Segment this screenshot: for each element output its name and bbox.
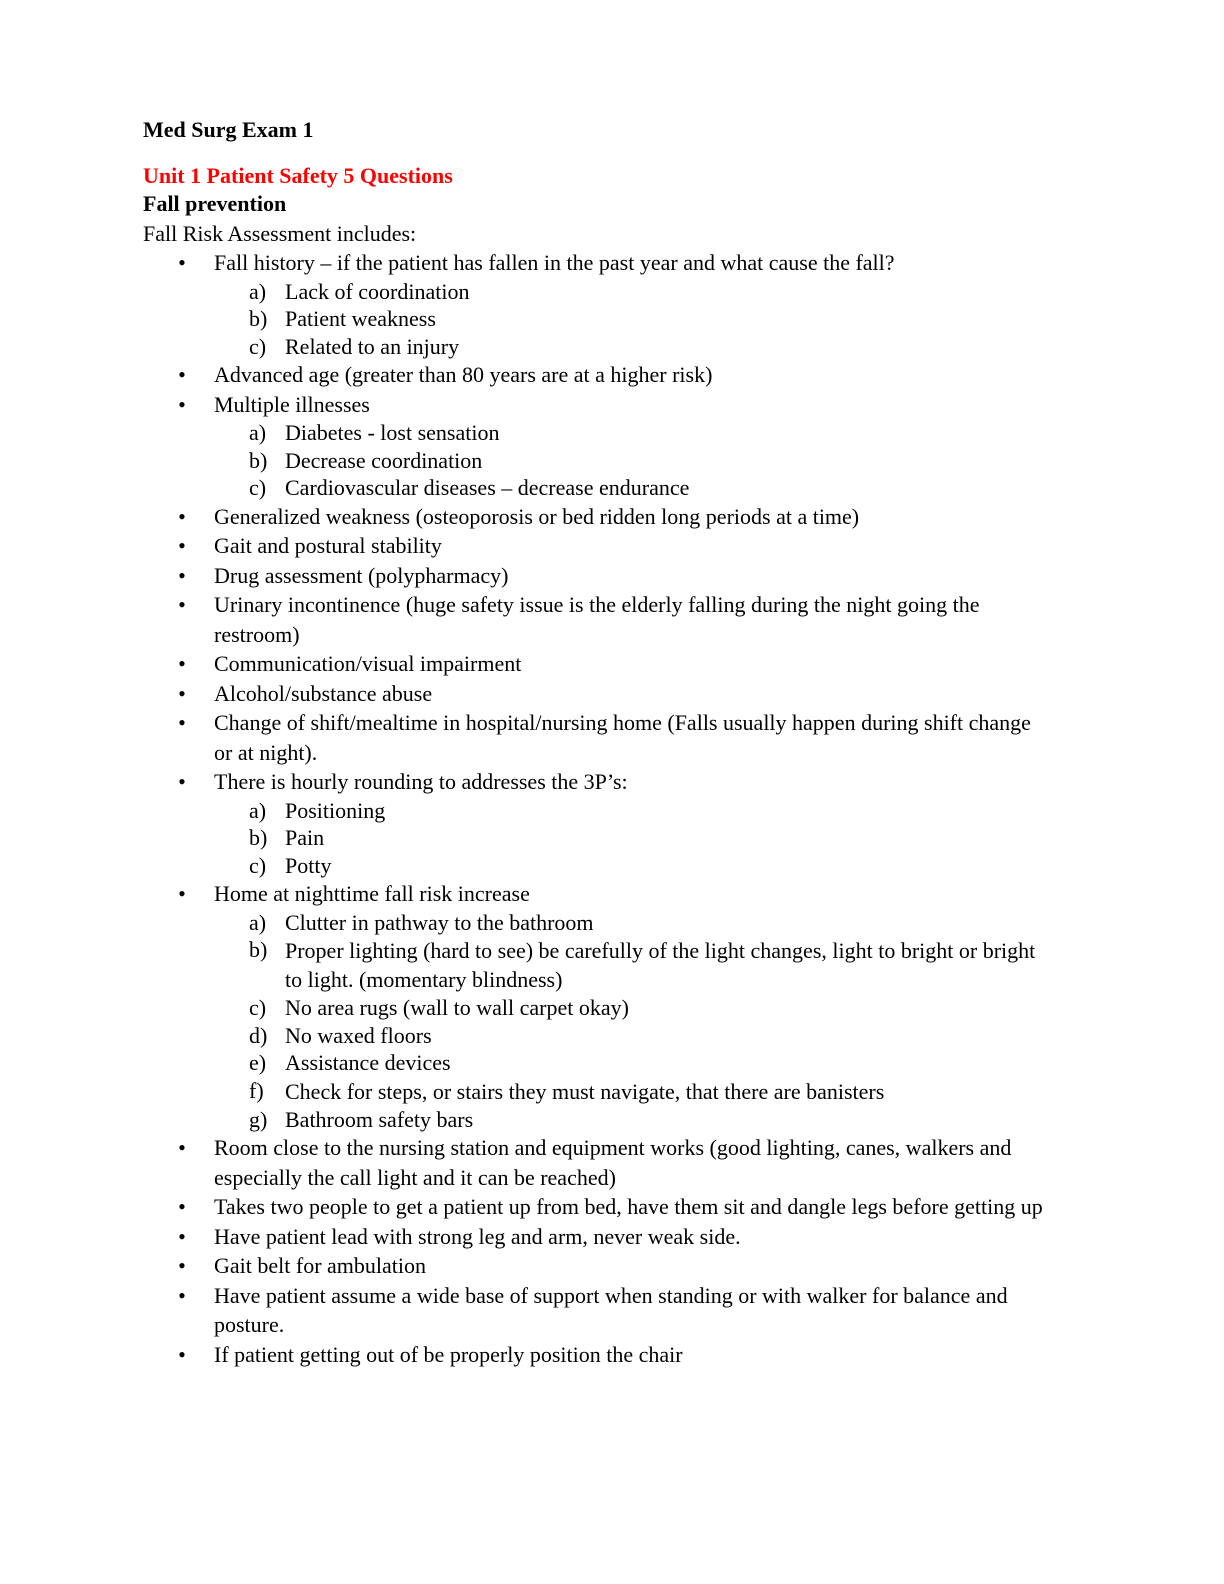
- sub-list-item: [0, 1049, 1224, 1077]
- sub-list-item-text: Clutter in pathway to the bathroom: [285, 909, 594, 935]
- list-item-text: Have patient assume a wide base of support when standing or with walker for balance and posture.: [214, 1282, 1008, 1337]
- bullet-icon: •: [178, 1341, 186, 1367]
- sub-list-item-text: Positioning: [285, 797, 386, 823]
- sub-list-item: [0, 797, 1224, 825]
- sub-list-item-text: No waxed floors: [285, 1022, 432, 1048]
- bullet-icon: •: [178, 769, 186, 794]
- list-item: [0, 590, 1224, 649]
- list-item: [0, 1222, 1224, 1252]
- bullet-icon: •: [178, 680, 186, 706]
- sub-list-item-text: Diabetes - lost sensation: [285, 420, 500, 445]
- bullet-icon: •: [178, 1253, 186, 1278]
- sub-list-marker: f): [249, 1077, 264, 1103]
- list-item-text: Room close to the nursing station and equipment works (good lighting, canes, walkers and especially the call light and it can be reached): [214, 1135, 1012, 1190]
- sub-list-marker: b): [249, 825, 268, 850]
- sub-list-item: [0, 333, 1224, 361]
- unit-heading: Unit 1 Patient Safety 5 Questions: [143, 163, 453, 188]
- list-item: [0, 879, 1224, 1133]
- sub-list: [0, 278, 1224, 361]
- bullet-icon: •: [178, 533, 186, 558]
- sub-list-marker: a): [249, 278, 267, 304]
- list-item-text: Generalized weakness (osteoporosis or bed ridden long periods at a time): [214, 503, 860, 529]
- bullet-icon: •: [178, 1135, 186, 1160]
- list-item-text: Home at nighttime fall risk increase: [214, 881, 530, 906]
- sub-list-marker: c): [249, 333, 267, 359]
- sub-list: [0, 909, 1224, 1134]
- sub-list-item-text: Bathroom safety bars: [285, 1106, 474, 1132]
- list-item: [0, 1281, 1224, 1340]
- bullet-icon: •: [178, 391, 186, 417]
- list-item-text: Communication/visual impairment: [214, 651, 522, 676]
- sub-list-item-text: No area rugs (wall to wall carpet okay): [285, 995, 629, 1020]
- sub-list-item: [0, 1077, 1224, 1106]
- sub-list-item: [0, 1022, 1224, 1050]
- sub-list-item: [0, 278, 1224, 306]
- list-item: [0, 248, 1224, 360]
- sub-list-marker: c): [249, 995, 267, 1020]
- bullet-icon: •: [178, 1194, 186, 1219]
- bullet-icon: •: [178, 651, 186, 676]
- bullet-icon: •: [178, 710, 186, 735]
- list-item: [0, 708, 1224, 767]
- list-item: [0, 360, 1224, 390]
- list-item: [0, 649, 1224, 679]
- bullet-icon: •: [178, 562, 186, 588]
- sub-list-item-text: Cardiovascular diseases – decrease endurance: [285, 475, 690, 500]
- sub-list-item-text: Assistance devices: [285, 1050, 451, 1075]
- sub-list-marker: a): [249, 909, 267, 935]
- list-item: [0, 561, 1224, 591]
- bullet-icon: •: [178, 362, 186, 387]
- sub-list-item-text: Pain: [285, 825, 325, 850]
- sub-list-item: [0, 824, 1224, 852]
- sub-list-marker: b): [249, 937, 268, 962]
- bullet-icon: •: [178, 1223, 186, 1249]
- bullet-icon: •: [178, 592, 186, 617]
- sub-list-item: [0, 852, 1224, 880]
- sub-list-item-text: Check for steps, or stairs they must navigate, that there are banisters: [285, 1078, 885, 1104]
- sub-list-marker: c): [249, 852, 267, 878]
- sub-list-marker: b): [249, 306, 268, 331]
- section-heading: Fall prevention: [143, 191, 287, 216]
- sub-list-item: [0, 936, 1224, 994]
- sub-list-item: [0, 447, 1224, 475]
- list-item-text: Gait belt for ambulation: [214, 1253, 426, 1278]
- list-item-text: Multiple illnesses: [214, 391, 370, 417]
- sub-list: [0, 797, 1224, 880]
- bullet-icon: •: [178, 1282, 186, 1308]
- list-item: [0, 1192, 1224, 1222]
- list-item-text: Fall history – if the patient has fallen in the past year and what cause the fall?: [214, 250, 895, 275]
- list-item-text: Alcohol/substance abuse: [214, 680, 433, 706]
- sub-list-marker: a): [249, 797, 267, 823]
- sub-list-item-text: Lack of coordination: [285, 278, 470, 304]
- sub-list-marker: b): [249, 447, 268, 473]
- list-item-text: Gait and postural stability: [214, 533, 442, 558]
- bullet-icon: •: [178, 250, 186, 275]
- sub-list-item: [0, 305, 1224, 333]
- sub-list-item: [0, 1106, 1224, 1134]
- sub-list-item-text: Decrease coordination: [285, 447, 483, 473]
- list-item-text: Have patient lead with strong leg and arm, never weak side.: [214, 1223, 741, 1249]
- sub-list: [0, 419, 1224, 502]
- list-item-text: If patient getting out of be properly position the chair: [214, 1341, 683, 1367]
- bullet-icon: •: [178, 503, 186, 529]
- sub-list-item-text: Proper lighting (hard to see) be carefully of the light changes, light to bright or bright to light. (momentary blindness): [285, 938, 1036, 992]
- sub-list-item-text: Related to an injury: [285, 333, 460, 359]
- list-item: [0, 390, 1224, 502]
- list-item: [0, 1340, 1224, 1370]
- sub-list-marker: e): [249, 1050, 267, 1075]
- sub-list-item: [0, 994, 1224, 1022]
- list-item-text: There is hourly rounding to addresses the 3P’s:: [214, 769, 628, 794]
- sub-list-item: [0, 909, 1224, 937]
- list-item: [0, 1251, 1224, 1281]
- sub-list-marker: g): [249, 1106, 268, 1132]
- list-item: [0, 531, 1224, 561]
- list-item: [0, 679, 1224, 709]
- sub-list-marker: d): [249, 1022, 268, 1048]
- list-item: [0, 767, 1224, 879]
- sub-list-item-text: Potty: [285, 852, 332, 878]
- list-item-text: Change of shift/mealtime in hospital/nursing home (Falls usually happen during shift change or at night).: [214, 710, 1031, 765]
- sub-list-item-text: Patient weakness: [285, 306, 436, 331]
- sub-list-item: [0, 474, 1224, 502]
- list-item-text: Takes two people to get a patient up from bed, have them sit and dangle legs before getting up: [214, 1194, 1043, 1219]
- list-item-text: Drug assessment (polypharmacy): [214, 562, 509, 588]
- list-item-text: Urinary incontinence (huge safety issue is the elderly falling during the night going the restroom): [214, 592, 980, 647]
- page-title: Med Surg Exam 1: [143, 117, 314, 142]
- sub-list-marker: c): [249, 475, 267, 500]
- bullet-icon: •: [178, 881, 186, 906]
- intro-text: Fall Risk Assessment includes:: [143, 221, 417, 246]
- list-item-text: Advanced age (greater than 80 years are at a higher risk): [214, 362, 713, 387]
- sub-list-marker: a): [249, 420, 267, 445]
- sub-list-item: [0, 419, 1224, 447]
- bullet-list: [0, 248, 1224, 1369]
- list-item: [0, 502, 1224, 532]
- list-item: [0, 1133, 1224, 1192]
